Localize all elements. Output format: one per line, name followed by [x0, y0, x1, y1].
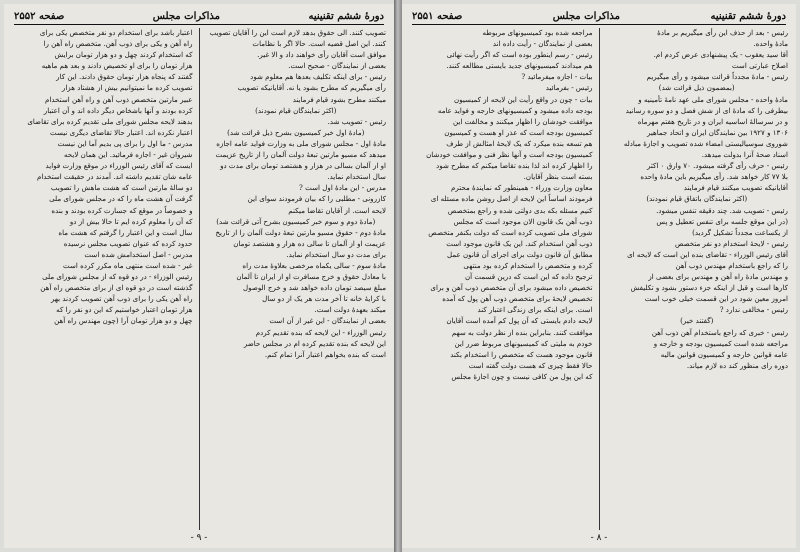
text-line: ترجیح داده که این است که درین قسمت آن	[464, 272, 593, 282]
text-line: رئیس - بفرمائید	[545, 83, 593, 93]
text-line: گرفت آن هشت ماه را که در مجلس شورای ملی	[49, 194, 193, 204]
text-line: رئیس - رسم اینطور بوده است که اگر رأیت نهائی	[446, 50, 593, 60]
text-line: (در این موقع جلسه برای تنفس تعطیل و پس	[656, 216, 788, 226]
text-line: قانون موجود هست که متخصص را استخدام بکند	[450, 349, 593, 359]
text-line: اعتبار نکرده اند. اعتبار حالا تقاضای دیگری نیست	[49, 127, 193, 137]
text-line: (اکثر نمایندگان قیام نمودند)	[255, 105, 337, 115]
text-line: تصویب کنند. الی حقوق بدهد لازم است این را آقایان تصویب	[209, 28, 386, 37]
text-line: با معادل حقوق و خرج مسافرت او از ایران تا آلمان	[236, 272, 386, 282]
text-line: اصلاح عبارتی است	[731, 61, 788, 71]
text-line: برای مدت دو سال استخدام نماید.	[286, 249, 386, 259]
text-line: شیروان غیر - اجازه فرمائید. این همان لایحه	[63, 150, 193, 160]
text-line: (بمضمون ذیل قرائت شد)	[658, 83, 735, 93]
right-page-columns	[410, 28, 788, 530]
text-line: بدهند لایحه مجلس شورای ملی تقدیم کرده برای تقاضای	[27, 116, 193, 126]
right-page	[402, 4, 796, 548]
text-line: رئیس الوزراء - این لایحه که بنده تقدیم کردم	[255, 327, 386, 337]
text-line: سال استخدام نماید.	[327, 172, 386, 182]
left-header-period: دورهٔ ششم تقنینیه	[308, 10, 384, 22]
column-divider	[599, 28, 600, 530]
right-page-header	[412, 8, 786, 25]
text-line: حدود کرده که عنوان تصویب مجلس نرسیده	[63, 238, 193, 248]
text-line: بیات - اجازه میفرمائید ?	[521, 72, 593, 82]
text-line: رئیس الوزراء - در دو قوه که از مجلس شورای ملی	[42, 272, 193, 282]
book-gutter	[394, 0, 402, 552]
text-line: لایحه دادم بایستی که آن پول کم آمده است آقایان	[446, 316, 593, 326]
text-line: چهل و دو هزار تومان آرا (چون مهندس راه آهن	[54, 316, 193, 326]
text-line: بیطرفی را که مادهٔ ای از شش فصل و دو سوره رسانید	[625, 105, 788, 115]
text-line: رئیس - تصویب شد. چند دقیقه تنفس میشود.	[656, 205, 788, 215]
text-line: بعضی از نمایندگان - صحیح است.	[288, 61, 386, 71]
text-line: کرده بودند و آنها باشخاص دیگر داده اند و آن اعتبار	[43, 105, 193, 115]
text-line: شوروی سوسیالیستی امضاء شده تصویب و اجازهٔ مبادله	[623, 138, 788, 148]
text-line: گفتند که پنجاه هزار تومان حقوق دادند. این کار	[56, 72, 193, 82]
text-line: کمیسیون بودجه است و آنها نظر فنی و موافقت خودشان	[426, 150, 593, 160]
text-line: امروز معین شود در این قسمت خیلی خوب است	[644, 294, 788, 304]
left-page-header	[14, 8, 384, 25]
text-column	[206, 28, 387, 530]
text-line: هم میدادند کمیسیونهای جدید بایستی مطالعه کنند.	[446, 61, 593, 71]
text-line: دو سالهٔ مارتین است که هشت ماهش را تصویب	[50, 183, 193, 193]
text-line: کنند. این اصل قضیه است. حالا اگر با نظامات	[252, 39, 386, 49]
text-line: رئیس - خبری که راجع باستخدام آهن ذوب آهن	[651, 327, 788, 337]
left-page-columns	[12, 28, 386, 530]
left-header-title: مذاکرات مجلس	[152, 10, 221, 22]
text-line: مادهٔ اول - مجلس شورای ملی به وزارت فواید عامه اجازه	[216, 138, 386, 148]
text-line: فرمودند اساساً این لایحه از اصل روشن ماده مسئله ای	[430, 194, 593, 204]
text-line: عامه قوانین خارجه و کمیسیون قوانین مالیه	[660, 349, 788, 359]
text-line: با کرایهٔ خانه تا آخر مدت هر یک از دو سال	[262, 294, 386, 304]
text-line: دوره رای منظور کند ده لازم میاند.	[686, 360, 788, 370]
text-line: ذوب آهن بک قانون الان موجود است که مجلس	[453, 216, 593, 226]
text-line: رأی میگیریم که مطرح بشود یا نه. آقایانیکه تصویب	[237, 83, 386, 93]
text-line: رئیس - تصویب شد.	[327, 116, 386, 126]
text-line: بیات - چون در واقع رأیت این لایحه از کمیسیون	[454, 94, 593, 104]
text-line: عزیمت او از آلمان تا سالی ده هزار و هشتصد تومان	[233, 238, 386, 248]
text-line: آقا سید یعقوب - یک پیشنهادی عرض کردم ام.	[653, 50, 788, 60]
text-line: رئیس - برای اینکه تکلیف بعدها هم معلوم شود	[250, 72, 386, 82]
text-line: گذشته است در دو قوه ای از برای متخصص راه آهن	[40, 283, 193, 293]
text-line: ایست که آقای رئیس الوزراء در موقع وزارت فواید	[45, 161, 193, 171]
text-line: تصویب کرده ما نمیتوانیم بیش از هشتاد هزار	[61, 83, 193, 93]
text-line: (اکثر نمایندگان باتفاق قیام نمودند)	[646, 194, 748, 204]
text-column	[606, 28, 789, 530]
text-line: تخصیص داده میشود برای آن متخصص ذوب آهن و برای	[430, 283, 593, 293]
text-line: موافقت خودشان را اظهار میکنند و مخالفت این	[453, 116, 593, 126]
text-line: بلا ۷۷ کار خواهد شد. رأی میگیریم باین مادهٔ واحده	[640, 172, 788, 182]
right-header-page-number: صفحه ۲۵۵۱	[412, 10, 463, 22]
text-line: راه آهن و یکی برای ذوب آهن. متخصص راه آهن را	[43, 39, 193, 49]
text-line: رئیس - مخالفی ندارد ?	[719, 305, 788, 315]
text-line: از یکساعت مجدداً تشکیل گردید)	[692, 227, 788, 237]
text-line: ۱۳۰۶ و ۱۹۲۷ بین نمایندگان ایران و اتحاد جماهیر	[646, 127, 788, 137]
text-line: شورای ملی تصویب کرده است که دولت بکنفر متخصص	[428, 227, 593, 237]
right-header-title: مذاکرات مجلس	[552, 10, 621, 22]
text-line: مطابق آن قانون دولت برای اجرای آن قانون عمل	[447, 249, 593, 259]
text-line: را اظهار کرده اند لذا بنده تقاضا میکنم که مطرح شود	[436, 161, 593, 171]
text-line: این لایحه که بنده تقدیم کرده ام در مجلس حاضر	[243, 338, 386, 348]
left-header-page-number: صفحه ۲۵۵۲	[14, 10, 65, 22]
text-line: (مادهٔ اول خبر کمیسیون بشرح ذیل قرائت شد)	[227, 127, 365, 137]
text-line: مدرس - ما اول را برای پی بدیم آما این نیست	[57, 138, 193, 148]
text-line: موافقت کنند. بنابراین بنده از نظر دولت به سهم	[451, 327, 593, 337]
text-line: کارها است و قبل از اینکه جزء دستور بشود و تکلیفش	[630, 283, 788, 293]
text-line: کنیم مسئله بکه بدی دولتی شده و راجع بمتخصص	[447, 205, 593, 215]
text-line: عبیر مارتین متخصص ذوب آهن و راه آهن استخدام	[45, 94, 193, 104]
text-line: و در سرسالهٔ اساسیه ایران و در تاریخ هفتم مهرماه	[637, 116, 788, 126]
text-line: موافق است آقایان رأی خواهند داد و الا غیر.	[257, 50, 386, 60]
text-line: است که بنده بخواهم اعتبار آنرا تمام کنم.	[264, 349, 386, 359]
text-line: که این پول من کافی نیست و چون اجازهٔ مجلس	[451, 371, 593, 381]
text-line: بودجه داده میشود و کمیسیونهای خارجه و فواید عامه	[437, 105, 593, 115]
text-line: بعضی از نمایندگان - رأیت داده اند	[492, 39, 593, 49]
text-line: کمیسیون بودجه است که عذر او هست و کمیسیون	[444, 127, 593, 137]
text-line: بسته است بنظر آقایان.	[523, 172, 593, 182]
left-page-footer: - ۹ -	[190, 533, 208, 543]
text-line: میدهد که مسیو مارتین تبعهٔ دولت آلمان را از تاریخ عزیمت	[215, 150, 386, 160]
text-line: (گفتند خیر)	[680, 316, 714, 326]
text-line: مراجعه شده است کمیسیون بودجه و خارجه و	[653, 338, 788, 348]
right-header-period: دورهٔ ششم تقنینیه	[710, 10, 786, 22]
text-line: و خصوصاً در موقع که جسارت کرده بودند و بنده	[51, 205, 193, 215]
text-line: مادهٔ واحده.	[753, 39, 788, 49]
text-line: مدرس - این مادهٔ اول است ?	[299, 183, 386, 193]
text-line: هم تسعه بنده میکرد که یک لایحهٔ امثالش از طرف	[446, 138, 593, 148]
text-line: حالا فقط چیزی که هست دولت گفته است	[468, 360, 593, 370]
text-line: که آن را معلوم کرده ایم تا حالا بیش از دو	[69, 216, 193, 226]
text-line: مادهٔ سوم - سالی یکماه مرخصی بعلاوهٔ مدت راه	[242, 260, 386, 270]
text-line: مدرس - اصل استخدامش شده است	[84, 249, 193, 259]
text-line: خودم به ملیتی که کمیسیونهای مربوط ضرر این	[454, 338, 593, 348]
text-line: مراجعه شده بود کمیسیونهای مربوطه	[482, 28, 593, 37]
text-line: را که راجع باستخدام مهندس ذوب آهن	[675, 260, 788, 270]
text-line: هزار تومان اعتبار خواستیم که این دو نفر را که	[56, 305, 193, 315]
text-column	[410, 28, 593, 530]
text-line: رئیس - مادهٔ مجدداً قرائت میشود و رأی میگیریم	[646, 72, 788, 82]
text-line: مادهٔ دوم - حقوق مسیو مارتین تبعهٔ دولت آلمان را از تاریخ	[215, 227, 386, 237]
text-line: تخصیص لایحهٔ برای متخصص ذوب آهن پول که آمده	[442, 294, 593, 304]
text-line: کازرونی - مطلبی را که بیان فرمودند سوای این	[247, 194, 386, 204]
text-line: ذوب آهن استخدام کند. این یک قانون موجود است	[446, 238, 593, 248]
text-line: است. برای اینکه برای زندگی اعتبار کند	[477, 305, 593, 315]
left-page	[4, 4, 394, 548]
text-line: لایحه است. از آقایان تقاضا میکنم	[288, 205, 386, 215]
text-line: اسناد صحهٔ آنرا بدولت میدهد.	[701, 150, 788, 160]
right-page-footer: - ۸ -	[590, 533, 608, 543]
text-line: عامه شان تقدیم داشته اند. آمدند در حقیقت استخدام	[37, 172, 193, 182]
text-column	[12, 28, 193, 530]
text-line: (مادهٔ دوم و سوم خبر کمیسیون بشرح آتی قرائت شد)	[216, 216, 376, 226]
text-line: سال است و این اعتبار را گرفتم که هشت ماه	[58, 227, 193, 237]
text-line: که استخدام کردند چهل و دو هزار تومان برایش	[54, 50, 193, 60]
text-line: آقایانیکه تصویب میکنند قیام فرمایند	[683, 183, 788, 193]
text-line: غیر - شده است منتهی ماه مکرر کرده است	[62, 260, 193, 270]
text-line: میکند بعهدهٔ دولت است.	[314, 305, 386, 315]
text-line: و مهندس مادهٔ راه آهن و مهندس برای بعضی از	[648, 272, 788, 282]
text-line: رئیس - لایحهٔ استخدام دو نفر متخصص	[674, 238, 788, 248]
text-line: میکنند مطرح بشود قیام فرمایند	[292, 94, 386, 104]
text-line: بعضی از نمایندگان - این غیر از آن است	[269, 316, 386, 326]
text-line: اعتبار باشد برای استخدام دو نفر متخصص یکی برای	[39, 28, 193, 37]
text-line: رئیس - بعد از حذف این رأی میگیریم بر مادهٔ	[657, 28, 788, 37]
text-line: مبلغ سیصد تومان داده خواهد شد و خرج الوصول	[243, 283, 386, 293]
text-line: مادهٔ واحده - مجلس شورای ملی عهد نامهٔ تأمینیه و	[638, 94, 788, 104]
text-line: معاون وزارت وزراء - همینطور که نمایندهٔ محترم	[450, 183, 593, 193]
text-line: آقای رئیس الوزراء - تقاضای بنده این است که لایحه ای	[627, 249, 788, 259]
text-line: او از آلمان بسالی در هزار و هشتصد تومان برای مدت دو	[220, 161, 386, 171]
column-divider	[199, 28, 200, 530]
text-line: راه آهن یکی را برای ذوب آهن تصویب کردند بهر	[50, 294, 193, 304]
text-line: رئیس - حرف رأی گرفته میشود. ۷۰ وارق ۰ اکثر	[646, 161, 788, 171]
text-line: هزار تومان را برای او تخصیص دادند و بعد هم ماهیه	[41, 61, 193, 71]
text-line: کرده و متخصص را استخدام کرده بود منتهی	[463, 260, 593, 270]
